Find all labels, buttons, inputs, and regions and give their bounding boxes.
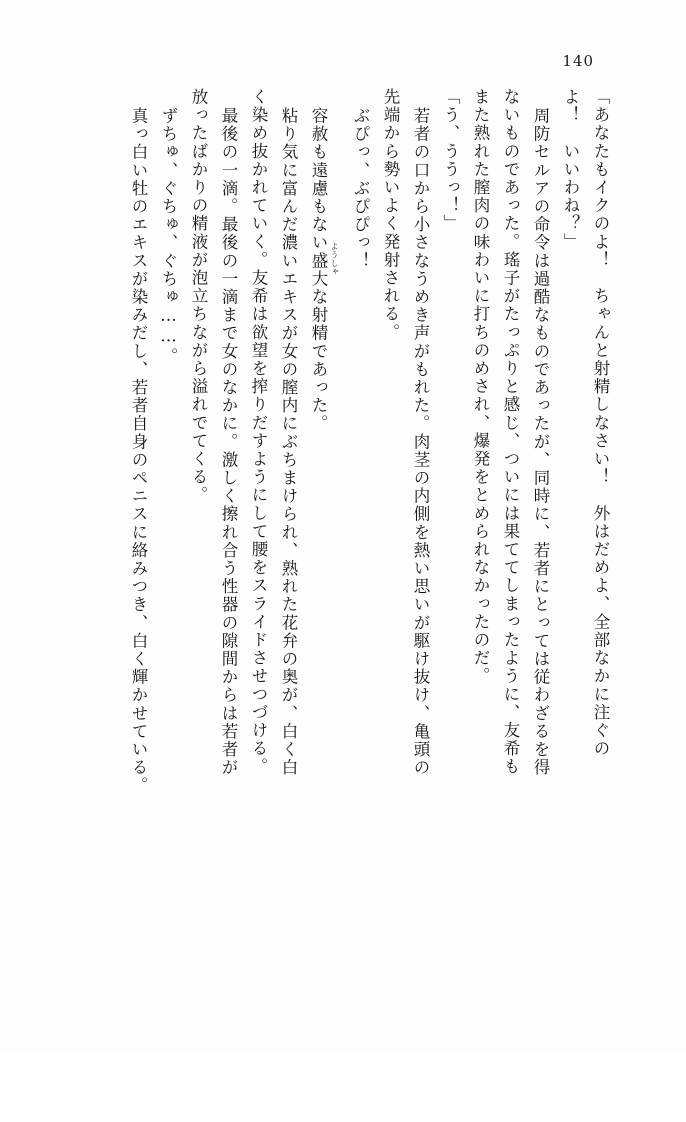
text-column: 最後の一滴。最後の一滴まで女のなかに。激しく擦れ合う性器の隙間からは若者が xyxy=(219,107,238,777)
ruby-annotation: ようしゃ xyxy=(330,242,339,276)
text-column: 粘り気に富んだ濃いエキスが女の膣内にぶちまけられ、熟れた花弁の奥が、白く白 xyxy=(279,107,298,777)
text-column: 先端から勢いよく発射される。 xyxy=(381,88,400,342)
text-column: く染め抜かれていく。友希は欲望を搾りだすようにして腰をスライドさせつづける。 xyxy=(249,88,268,776)
text-column: 若者の口から小さなうめき声がもれた。肉茎の内側を熱い思いが駆け抜け、亀頭の xyxy=(411,107,430,777)
text-column: 「あなたもイクのよ！ ちゃんと射精しなさい！ 外はだめよ、全部なかに注ぐの xyxy=(591,88,610,758)
text-column: 放ったばかりの精液が泡立ちながら溢れでてくる。 xyxy=(189,88,208,505)
page-number: 140 xyxy=(562,52,594,70)
text-column: 容赦も遠慮もない盛大な射精であった。 xyxy=(309,107,328,433)
text-column: よ！ いいわね？」 xyxy=(561,88,580,251)
text-column: 「う、ううっ！」 xyxy=(441,88,460,233)
text-column: 真っ白い牡のエキスが染みだし、若者自身のペニスに絡みつき、白く輝かせている。 xyxy=(129,107,148,795)
text-column: ぶぴっ、ぶぴぴっ！ xyxy=(351,107,370,270)
text-column: 周防セルアの命令は過酷なものであったが、同時に、若者にとっては従わざるを得 xyxy=(531,107,550,777)
body-text xyxy=(52,88,608,968)
text-column: また熟れた膣肉の味わいに打ちのめされ、爆発をとめられなかったのだ。 xyxy=(471,88,490,686)
text-column: ずちゅ、ぐちゅ、ぐちゅ……。 xyxy=(159,107,178,366)
text-column: ないものであった。瑤子がたっぷりと感じ、ついには果ててしまったように、友希も xyxy=(501,88,520,776)
